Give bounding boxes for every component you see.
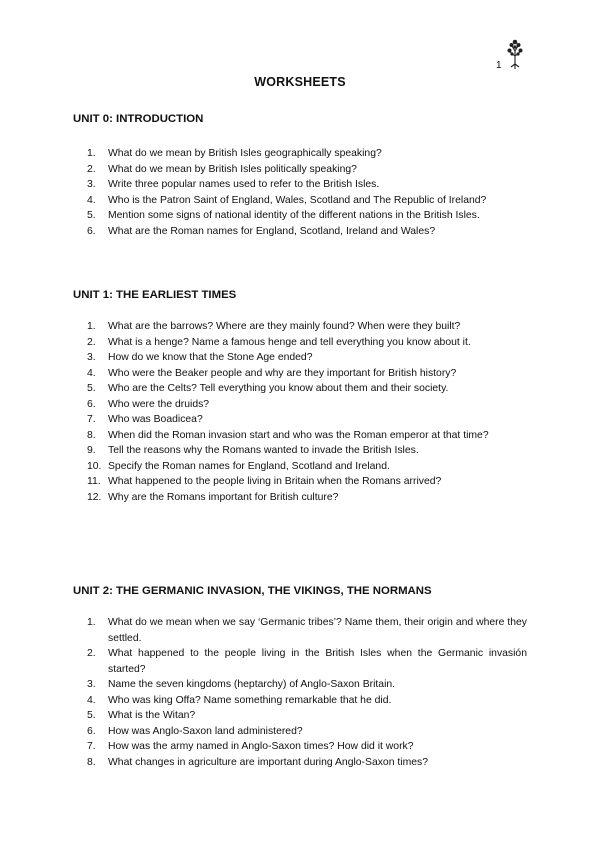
- list-item: [87, 615, 527, 646]
- question-number: 9.: [87, 445, 96, 456]
- question-text: Who were the druids?: [108, 398, 210, 410]
- question-number: 7.: [87, 741, 96, 752]
- question-number: 3.: [87, 179, 96, 190]
- list-item: [87, 224, 527, 240]
- list-item: [87, 177, 527, 193]
- question-number: 6.: [87, 725, 96, 737]
- question-number: 10.: [87, 460, 102, 472]
- list-item: [87, 474, 527, 490]
- question-text: What do we mean by British Isles politically speaking?: [108, 163, 357, 175]
- question-text: How was the army named in Anglo-Saxon times? How did it work?: [108, 741, 414, 752]
- question-text: Who was king Offa? Name something remarkable that he did.: [108, 694, 392, 706]
- question-text: What do we mean by British Isles geographically speaking?: [108, 148, 382, 159]
- question-number: 4.: [87, 194, 96, 206]
- question-number: 1.: [87, 148, 96, 159]
- list-item: [87, 693, 527, 709]
- list-item: [87, 335, 527, 351]
- question-number: 5.: [87, 710, 96, 721]
- page-number: 1: [496, 60, 502, 71]
- list-item: [87, 428, 527, 444]
- question-text: What happened to the people living in Britain when the Romans arrived?: [108, 476, 442, 487]
- unit-2-heading: UNIT 2: THE GERMANIC INVASION, THE VIKINGS, THE NORMANS: [73, 585, 432, 597]
- list-item: [87, 755, 527, 771]
- question-number: 5.: [87, 383, 96, 394]
- list-item: [87, 208, 527, 224]
- list-item: [87, 490, 527, 506]
- plant-sprig-icon: [506, 38, 524, 70]
- question-number: 1.: [87, 617, 96, 628]
- list-item: [87, 646, 527, 677]
- question-number: 7.: [87, 414, 96, 425]
- question-text: What are the Roman names for England, Scotland, Ireland and Wales?: [108, 225, 436, 237]
- list-item: [87, 319, 527, 335]
- unit-2-question-list: [87, 615, 527, 770]
- question-number: 4.: [87, 694, 96, 706]
- question-text: Who is the Patron Saint of England, Wales, Scotland and The Republic of Ireland?: [108, 194, 487, 206]
- question-text: What happened to the people living in the British Isles when the Germanic invasión started?: [108, 648, 527, 675]
- question-number: 6.: [87, 225, 96, 237]
- list-item: [87, 366, 527, 382]
- question-text: What changes in agriculture are important during Anglo-Saxon times?: [108, 756, 428, 768]
- list-item: [87, 443, 527, 459]
- question-number: 3.: [87, 679, 96, 690]
- list-item: [87, 724, 527, 740]
- list-item: [87, 412, 527, 428]
- question-number: 4.: [87, 367, 96, 379]
- list-item: [87, 677, 527, 693]
- question-number: 5.: [87, 210, 96, 221]
- question-number: 1.: [87, 321, 96, 332]
- list-item: [87, 193, 527, 209]
- unit-1-heading: UNIT 1: THE EARLIEST TIMES: [73, 289, 237, 301]
- unit-1-question-list: [87, 319, 527, 505]
- page-title: WORKSHEETS: [254, 75, 346, 89]
- list-item: [87, 708, 527, 724]
- question-text: What is the Witan?: [108, 710, 196, 721]
- question-text: Who were the Beaker people and why are they important for British history?: [108, 367, 457, 379]
- question-number: 8.: [87, 756, 96, 768]
- question-text: Name the seven kingdoms (heptarchy) of Anglo-Saxon Britain.: [108, 679, 396, 690]
- question-text: Mention some signs of national identity of the different nations in the British Isles.: [108, 210, 480, 221]
- list-item: [87, 397, 527, 413]
- question-text: Who was Boadicea?: [108, 414, 203, 425]
- list-item: [87, 350, 527, 366]
- question-text: Why are the Romans important for British culture?: [108, 491, 339, 503]
- question-number: 6.: [87, 398, 96, 410]
- question-number: 2.: [87, 163, 96, 175]
- question-number: 11.: [87, 476, 101, 487]
- question-text: When did the Roman invasion start and who was the Roman emperor at that time?: [108, 429, 489, 441]
- question-number: 12.: [87, 491, 102, 503]
- question-text: What do we mean when we say ‘Germanic tribes’? Name them, their origin and where they settled.: [108, 617, 527, 644]
- list-item: [87, 459, 527, 475]
- question-text: How was Anglo-Saxon land administered?: [108, 725, 303, 737]
- question-text: Who are the Celts? Tell everything you know about them and their society.: [108, 383, 449, 394]
- question-text: Tell the reasons why the Romans wanted to invade the British Isles.: [108, 445, 419, 456]
- question-number: 2.: [87, 336, 96, 348]
- unit-0-heading: UNIT 0: INTRODUCTION: [73, 113, 204, 125]
- list-item: [87, 381, 527, 397]
- list-item: [87, 739, 527, 755]
- unit-0-question-list: [87, 146, 527, 239]
- question-number: 3.: [87, 352, 96, 363]
- question-text: What is a henge? Name a famous henge and tell everything you know about it.: [108, 336, 471, 348]
- question-text: Write three popular names used to refer to the British Isles.: [108, 179, 380, 190]
- question-text: Specify the Roman names for England, Scotland and Ireland.: [108, 460, 390, 472]
- list-item: [87, 146, 527, 162]
- question-number: 8.: [87, 429, 96, 441]
- question-text: How do we know that the Stone Age ended?: [108, 352, 313, 363]
- list-item: [87, 162, 527, 178]
- question-number: 2.: [87, 648, 96, 659]
- question-text: What are the barrows? Where are they mainly found? When were they built?: [108, 321, 461, 332]
